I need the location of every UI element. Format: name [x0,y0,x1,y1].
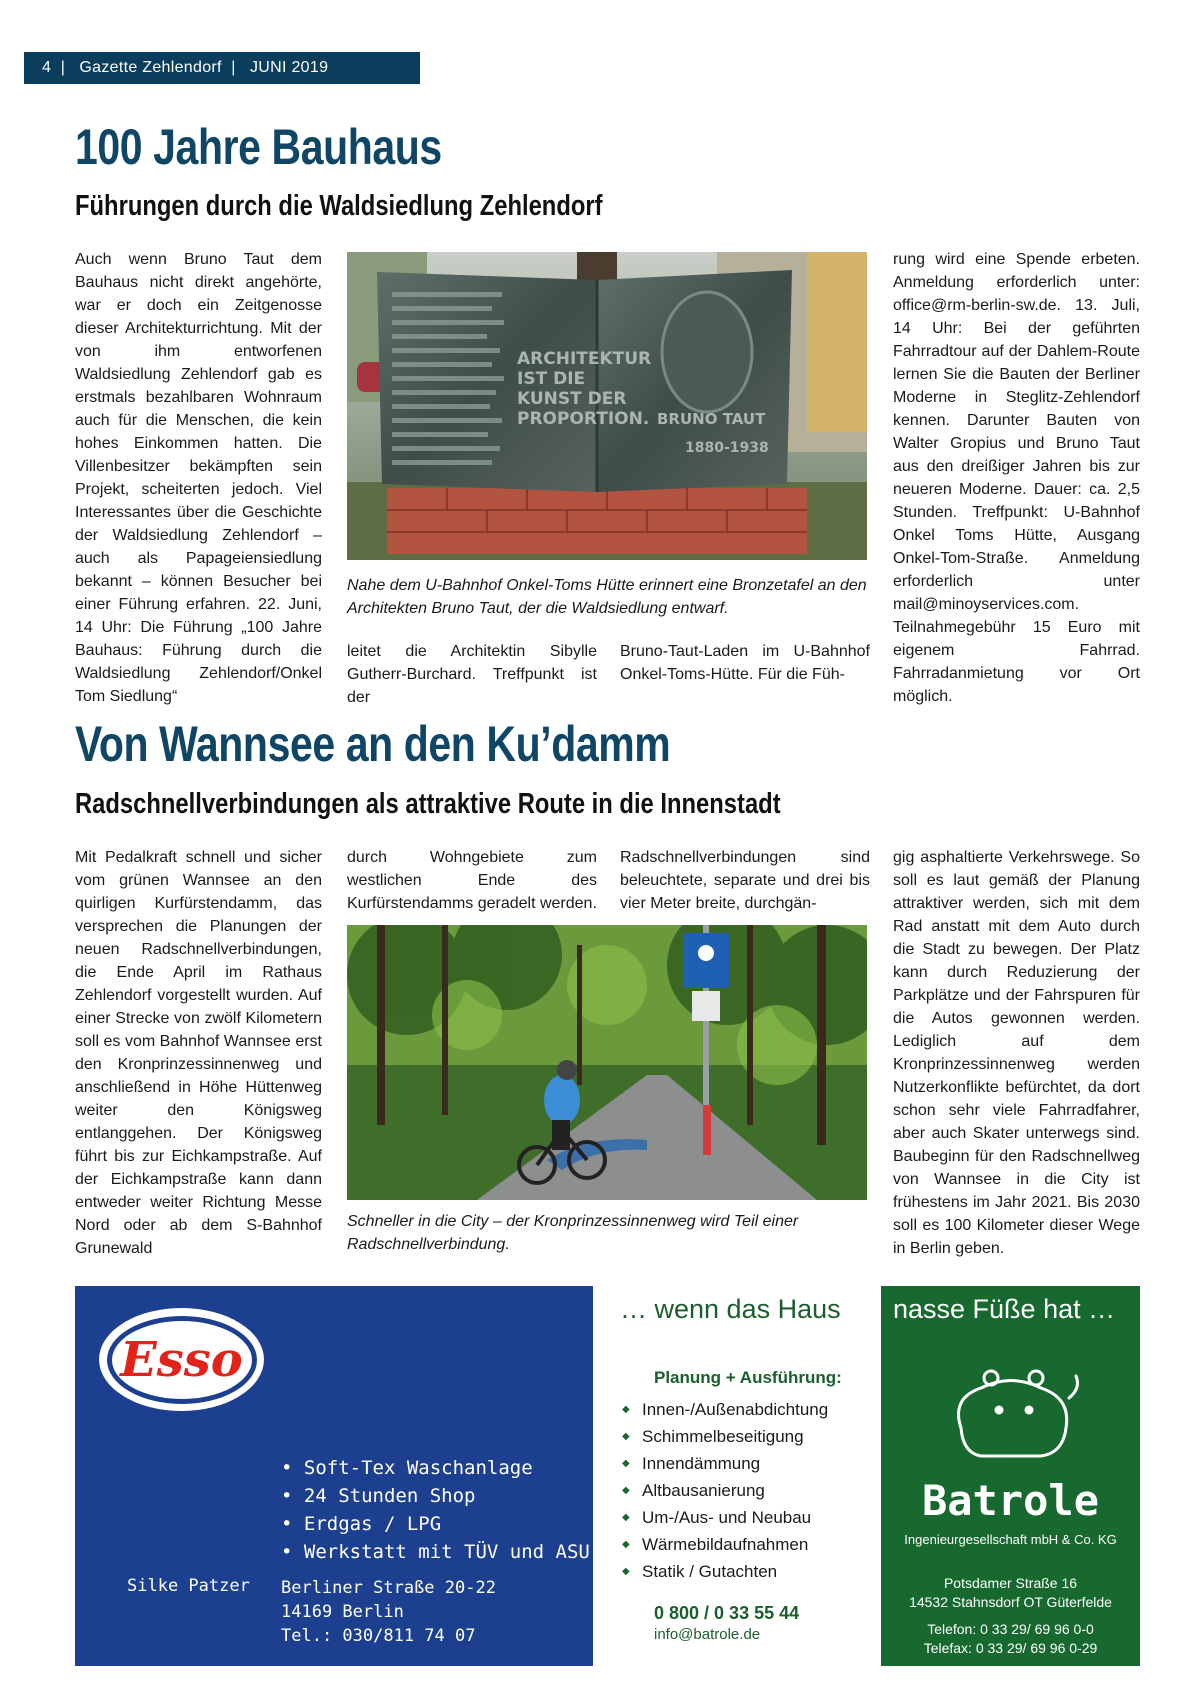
article1-photo-caption: Nahe dem U-Bahnhof Onkel-Toms Hütte erinnert eine Bronzetafel an den Architekten Bruno Taut, der die Waldsiedlung entwarf. [347,577,867,617]
batrole-services-heading: Planung + Ausführung: [654,1368,842,1387]
plaque-line-2: IST DIE [517,369,586,389]
esso-advertisement[interactable] [75,1286,593,1666]
plaque-line-1: ARCHITEKTUR [517,349,652,369]
article2-column-3: Radschnellverbindungen sind beleuchtete, separate und drei bis vier Meter breite, durchgän- [620,849,870,912]
esso-service-item: • Soft-Tex Waschanlage [281,1457,533,1479]
batrole-phone[interactable]: 0 800 / 0 33 55 44 [654,1603,800,1623]
plaque-illustration [347,252,867,560]
bike-path-photo [347,925,867,1200]
batrole-services-list [620,1396,875,1585]
article1-column-2: leitet die Architektin Sibylle Gutherr-Burchard. Treffpunkt ist der [347,643,597,706]
esso-city: 14169 Berlin [281,1602,404,1622]
batrole-telefon: Telefon: 0 33 29/ 69 96 0-0 [927,1621,1094,1637]
esso-logo-text: Esso [107,1316,257,1404]
esso-service-item: • Erdgas / LPG [281,1513,442,1535]
esso-service-item: • Werkstatt mit TÜV und ASU [281,1541,590,1563]
plaque-line-4: PROPORTION. [517,409,650,429]
article2-title: Von Wannsee an den Ku’damm [75,716,671,772]
batrole-service-item: ◆ Innendämmung [620,1450,875,1477]
bronze-plaque-photo [347,252,867,560]
batrole-brand: Batrole [921,1476,1099,1525]
batrole-service-item: ◆ Schimmelbeseitigung [620,1423,875,1450]
article1-title: 100 Jahre Bauhaus [75,119,442,175]
batrole-tagline-right: nasse Füße hat … [893,1294,1116,1324]
plaque-name: BRUNO TAUT [657,410,766,428]
batrole-services-panel [620,1342,875,1643]
batrole-telefax: Telefax: 0 33 29/ 69 96 0-29 [923,1640,1098,1656]
article2-photo-caption: Schneller in die City – der Kronprinzessinnenweg wird Teil einer Radschnellverbindung. [347,1213,799,1253]
article1-subtitle: Führungen durch die Waldsiedlung Zehlendorf [75,190,603,222]
publication-name: Gazette Zehlendorf [79,59,222,76]
batrole-service-item: ◆ Wärmebildaufnahmen [620,1531,875,1558]
article2-column-1: Mit Pedalkraft schnell und sicher vom grünen Wannsee an den quirligen Kurfürstendamm, das versprechen die Planungen der neuen Radschnellverbindungen, die Ende April im Rathaus Zehlendorf vorgestellt wurden. Auf einer Strecke von zwölf Kilometern soll es vom Bahnhof Wannsee erst den Kronprinzessinnenweg und anschließend in Höhe Hüttenweg weiter den Königsweg entlanggehen. Der Königsweg führt bis zur Eichkampstraße. Auf der Eichkampstraße kann dann entweder weiter Richtung Messe Nord oder ab dem S-Bahnhof Grunewald [75,849,322,1257]
plaque-line-3: KUNST DER [517,389,627,409]
article1-column-3: Bruno-Taut-Laden im U-Bahnhof Onkel-Toms-Hütte. Für die Füh- [620,643,870,683]
batrole-company: Ingenieurgesellschaft mbH & Co. KG [904,1532,1117,1547]
article2-column-2: durch Wohngebiete zum westlichen Ende des Kurfürstendamms geradelt werden. [347,849,597,912]
batrole-tagline-left: … wenn das Haus [620,1294,841,1324]
esso-logo [99,1308,264,1411]
hippo-icon [941,1358,1091,1468]
batrole-street: Potsdamer Straße 16 [943,1575,1078,1591]
esso-phone: Tel.: 030/811 74 07 [281,1626,476,1646]
esso-address [281,1576,496,1648]
article2-column-4: gig asphaltierte Verkehrswege. So soll es laut gemäß der Planung attraktiver werden, sich mit dem Rad anstatt mit dem Auto durch die Stadt zu bewegen. Der Platz kann durch Reduzierung der Parkplätze und der Fahrspuren für die Autos gewonnen werden. Lediglich auf dem Kronprinzessinnenweg werden Nutzerkonflikte befürchtet, da dort schon sehr viele Fahrradfahrer, aber auch Skater unterwegs sind. Baubeginn für den Radschnellweg von Wannsee in die City ist frühestens im Jahr 2021. Bis 2030 soll es 100 Kilometer dieser Wege in Berlin geben. [893,849,1140,1257]
batrole-contact [881,1620,1140,1658]
esso-owner-name: Silke Patzer [127,1576,250,1596]
bike-path-illustration [347,925,867,1200]
batrole-service-item: ◆ Innen-/Außenabdichtung [620,1396,875,1423]
batrole-green-panel [881,1286,1140,1666]
esso-street: Berliner Straße 20-22 [281,1578,496,1598]
page-number: 4 [42,59,52,76]
batrole-city: 14532 Stahnsdorf OT Güterfelde [909,1594,1112,1610]
batrole-email[interactable]: info@batrole.de [654,1626,761,1643]
issue-date: JUNI 2019 [249,59,329,76]
plaque-years: 1880-1938 [685,440,769,456]
batrole-address [881,1574,1140,1612]
article1-column-4: rung wird eine Spende erbeten. Anmeldung erforderlich unter: office@rm-berlin-sw.de. 13. Juli, 14 Uhr: Bei der geführten Fahrradtour auf der Dahlem-Route lernen Sie die Bauten der Berliner Moderne in Steglitz-Zehlendorf kennen. Darunter Bauten von Walter Gropius und Bruno Taut aus den dreißiger Jahren bis zur neueren Moderne. Dauer: ca. 2,5 Stunden. Treffpunkt: U-Bahnhof Onkel Toms Hütte, Ausgang Onkel-Tom-Straße. Anmeldung erforderlich unter mail@minoyservices.com. Teilnahmegebühr 15 Euro mit eigenem Fahrrad. Fahrradanmietung vor Ort möglich. [893,251,1140,705]
esso-services-list [281,1454,590,1566]
page-header-bar: 4 | Gazette Zehlendorf | JUNI 2019 [24,52,420,84]
batrole-service-item: ◆ Altbausanierung [620,1477,875,1504]
article2-subtitle: Radschnellverbindungen als attraktive Route in die Innenstadt [75,788,781,820]
esso-service-item: • 24 Stunden Shop [281,1485,476,1507]
article1-column-1: Auch wenn Bruno Taut dem Bauhaus nicht direkt angehörte, war er doch ein Zeitgenosse dieser Architekturrichtung. Mit der von ihm entworfenen Waldsiedlung Zehlendorf gab es erstmals bezahlbaren Wohnraum auch für die Menschen, die kein hohes Einkommen hatten. Die Villenbesitzer bekämpften sein Projekt, scheiterten jedoch. Viel Interessantes über die Geschichte der Waldsiedlung Zehlendorf – auch als Papageiensiedlung bekannt – können Besucher bei einer Führung erfahren. 22. Juni, 14 Uhr: Die Führung „100 Jahre Bauhaus: Führung durch die Waldsiedlung Zehlendorf/Onkel Tom Siedlung“ [75,251,322,705]
batrole-service-item: ◆ Statik / Gutachten [620,1558,875,1585]
batrole-service-item: ◆ Um-/Aus- und Neubau [620,1504,875,1531]
